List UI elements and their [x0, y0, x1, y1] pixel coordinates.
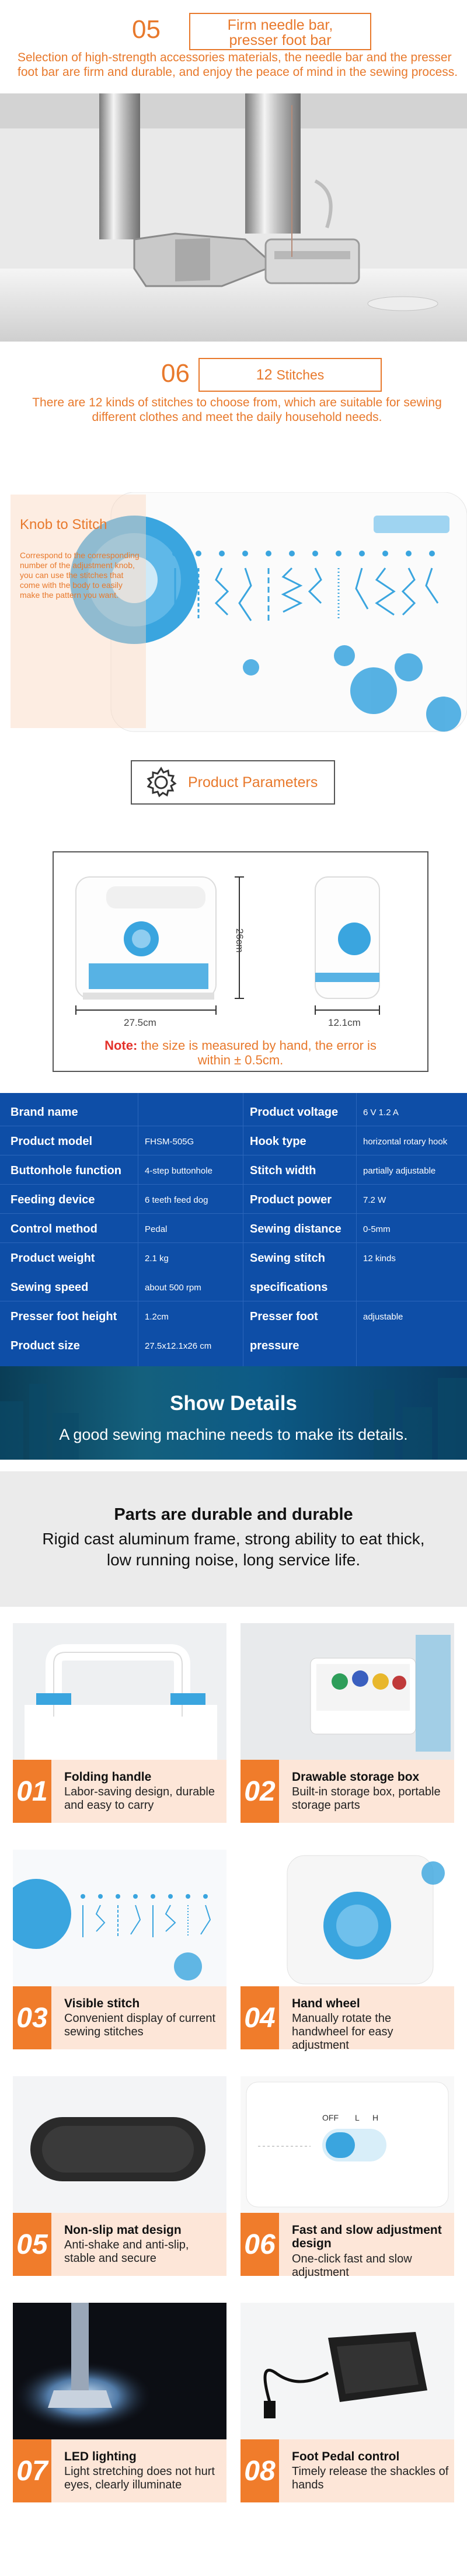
feature-caption	[241, 1760, 454, 1823]
speed-switch-illustration	[241, 2076, 454, 2213]
table-row	[0, 1127, 467, 1156]
non-slip-mat-illustration	[13, 2076, 226, 2213]
height-label: 26cm	[234, 928, 245, 953]
spec-label: Product weight	[11, 1251, 95, 1265]
storage-box-illustration	[241, 1623, 454, 1760]
measurement-note-line2: within ± 0.5cm.	[197, 1053, 284, 1067]
feature-text: Timely release the shackles of hands	[292, 2465, 449, 2491]
spec-value: 0-5mm	[363, 1224, 391, 1234]
spec-label: Sewing stitch	[250, 1251, 325, 1265]
spec-value: 1.2cm	[145, 1311, 169, 1322]
foot-pedal-illustration	[241, 2303, 454, 2439]
spec-label: Product voltage	[250, 1105, 339, 1119]
spec-label: Brand name	[11, 1105, 78, 1119]
section-number: 05	[132, 15, 161, 44]
spec-value: Pedal	[145, 1224, 168, 1234]
table-row	[0, 1302, 467, 1331]
spec-value: horizontal rotary hook	[363, 1136, 448, 1147]
section-title-box	[198, 358, 382, 392]
spec-label: Sewing speed	[11, 1280, 89, 1294]
product-parameters-title: Product Parameters	[188, 774, 318, 791]
spec-value: 6 V 1.2 A	[363, 1107, 399, 1118]
spec-label: pressure	[250, 1339, 299, 1352]
specification-table	[0, 1093, 467, 1366]
feature-title: Non-slip mat design	[64, 2223, 182, 2237]
spec-label: Sewing distance	[250, 1222, 341, 1235]
measurement-note-bold: Note:	[104, 1038, 138, 1053]
table-row	[0, 1214, 467, 1244]
feature-title: Hand wheel	[292, 1997, 360, 2010]
feature-image	[241, 2303, 454, 2439]
feature-text: Anti-shake and anti-slip, stable and secure	[64, 2239, 189, 2265]
spec-value: 2.1 kg	[145, 1253, 169, 1263]
led-lighting-illustration	[13, 2303, 226, 2439]
spec-value: 27.5x12.1x26 cm	[145, 1341, 212, 1351]
spec-label: Presser foot	[250, 1310, 318, 1323]
spec-value: adjustable	[363, 1311, 403, 1322]
feature-caption	[13, 2439, 226, 2502]
feature-text: Convenient display of current sewing stitches	[64, 2012, 216, 2038]
section-title-box	[189, 13, 371, 50]
speed-label-off: OFF	[322, 2113, 339, 2122]
feature-text: Labor-saving design, durable and easy to carry	[64, 1785, 215, 1812]
feature-card-hand-wheel	[241, 1850, 454, 2052]
section-title-number: 12	[256, 367, 273, 383]
feature-text: Light stretching does not hurt eyes, clearly illuminate	[64, 2465, 215, 2491]
table-row	[0, 1098, 467, 1127]
depth-label: 12.1cm	[328, 1017, 361, 1028]
feature-card-storage-box	[241, 1623, 454, 1812]
visible-stitch-illustration	[13, 1850, 226, 1986]
knob-callout	[11, 495, 146, 728]
feature-title: Visible stitch	[64, 1997, 140, 2010]
gear-icon	[144, 765, 179, 800]
knob-callout-text: Correspond to the corresponding number of the adjustment knob, you can use the stitches that come with the body to easily make the pattern you want.	[20, 551, 140, 600]
feature-caption	[241, 2439, 454, 2502]
spec-label: Feeding device	[11, 1193, 95, 1206]
table-row	[0, 1331, 467, 1360]
show-details-title: Show Details	[170, 1392, 297, 1415]
table-row-divider	[0, 1184, 467, 1185]
spec-label: Product model	[11, 1134, 93, 1148]
feature-card-led-lighting	[13, 2303, 226, 2491]
feature-card-foot-pedal	[241, 2303, 454, 2491]
feature-caption	[241, 2213, 454, 2279]
feature-title: Drawable storage box	[292, 1770, 420, 1784]
knob-callout-title: Knob to Stitch	[20, 517, 107, 532]
table-row	[0, 1273, 467, 1302]
feature-text: Manually rotate the handwheel for easy adjustment	[292, 2012, 393, 2052]
show-details-subtitle: A good sewing machine needs to make its details.	[59, 1426, 408, 1443]
section-stitches	[0, 342, 467, 739]
feature-card-visible-stitch	[13, 1850, 226, 2038]
feature-number: 08	[241, 2439, 279, 2502]
feature-image	[13, 1850, 226, 1986]
feature-image	[13, 2303, 226, 2439]
feature-text: One-click fast and slow adjustment	[292, 2253, 412, 2279]
section-number: 06	[161, 359, 190, 388]
durable-text: Rigid cast aluminum frame, strong ability to eat thick, low running noise, long service life.	[42, 1530, 425, 1569]
spec-value: 12 kinds	[363, 1253, 396, 1263]
measurement-note-line1: the size is measured by hand, the error is	[137, 1038, 377, 1053]
spec-label: Hook type	[250, 1134, 306, 1148]
feature-title: Folding handle	[64, 1770, 152, 1784]
feature-image	[241, 1850, 454, 1986]
section-title-word: Stitches	[276, 367, 325, 382]
feature-caption	[13, 2213, 226, 2276]
feature-title: LED lighting	[64, 2450, 137, 2463]
speed-label-h: H	[372, 2113, 379, 2122]
feature-image	[241, 1623, 454, 1760]
spec-value: partially adjustable	[363, 1165, 436, 1176]
section-title-line2: presser foot bar	[229, 32, 332, 48]
spec-label: Control method	[11, 1222, 97, 1235]
spec-value: 7.2 W	[363, 1195, 386, 1205]
section-intro: Selection of high-strength accessories materials, the needle bar and the presser foot bar are firm and durable, and enjoy the peace of mind in the sewing process.	[18, 51, 458, 79]
dimension-diagram	[53, 851, 428, 1072]
feature-number: 02	[241, 1760, 279, 1823]
needle-bar-photo	[0, 93, 467, 342]
show-details-banner	[0, 1366, 467, 1460]
feature-number: 04	[241, 1986, 279, 2049]
spec-label: Stitch width	[250, 1164, 316, 1177]
section-title-line1: Firm needle bar,	[227, 17, 333, 33]
table-row	[0, 1185, 467, 1214]
spec-value: about 500 rpm	[145, 1282, 201, 1293]
measurement-note	[65, 1038, 416, 1067]
feature-caption	[13, 1986, 226, 2049]
section-needle-bar	[0, 0, 467, 342]
speed-label-l: L	[355, 2113, 360, 2122]
feature-text: Built-in storage box, portable storage parts	[292, 1785, 441, 1812]
feature-title: Foot Pedal control	[292, 2450, 400, 2463]
feature-caption	[13, 1760, 226, 1823]
spec-value: FHSM-505G	[145, 1136, 194, 1147]
feature-card-folding-handle	[13, 1623, 226, 1812]
table-row	[0, 1244, 467, 1273]
table-row-divider	[0, 1213, 467, 1214]
spec-label: Buttonhole function	[11, 1164, 121, 1177]
durable-title: Parts are durable and durable	[114, 1505, 353, 1524]
feature-image	[13, 1623, 226, 1760]
spec-value: 4-step buttonhole	[145, 1165, 212, 1176]
feature-image	[13, 2076, 226, 2213]
table-row-divider	[0, 1242, 467, 1243]
spec-value: 6 teeth feed dog	[145, 1195, 208, 1205]
durable-parts-section	[0, 1471, 467, 1607]
width-label: 27.5cm	[124, 1017, 156, 1028]
spec-label: Product size	[11, 1339, 80, 1352]
needle-presser-illustration	[0, 93, 467, 342]
spec-label: Product power	[250, 1193, 332, 1206]
feature-number: 03	[13, 1986, 51, 2049]
feature-number: 07	[13, 2439, 51, 2502]
spec-label: Presser foot height	[11, 1310, 117, 1323]
hand-wheel-illustration	[241, 1850, 454, 1986]
feature-card-non-slip-mat	[13, 2076, 226, 2265]
feature-number: 05	[13, 2213, 51, 2276]
section-intro: There are 12 kinds of stitches to choose from, which are suitable for sewing different clothes and meet the daily household needs.	[32, 396, 442, 424]
feature-caption	[241, 1986, 454, 2052]
feature-title: Fast and slow adjustment design	[292, 2223, 442, 2250]
product-parameters-header	[131, 760, 335, 805]
folding-handle-illustration	[13, 1623, 226, 1760]
feature-number: 06	[241, 2213, 279, 2276]
feature-card-speed-adjustment	[241, 2076, 454, 2279]
spec-label: specifications	[250, 1280, 328, 1294]
feature-number: 01	[13, 1760, 51, 1823]
feature-image	[241, 2076, 454, 2213]
table-row	[0, 1156, 467, 1185]
